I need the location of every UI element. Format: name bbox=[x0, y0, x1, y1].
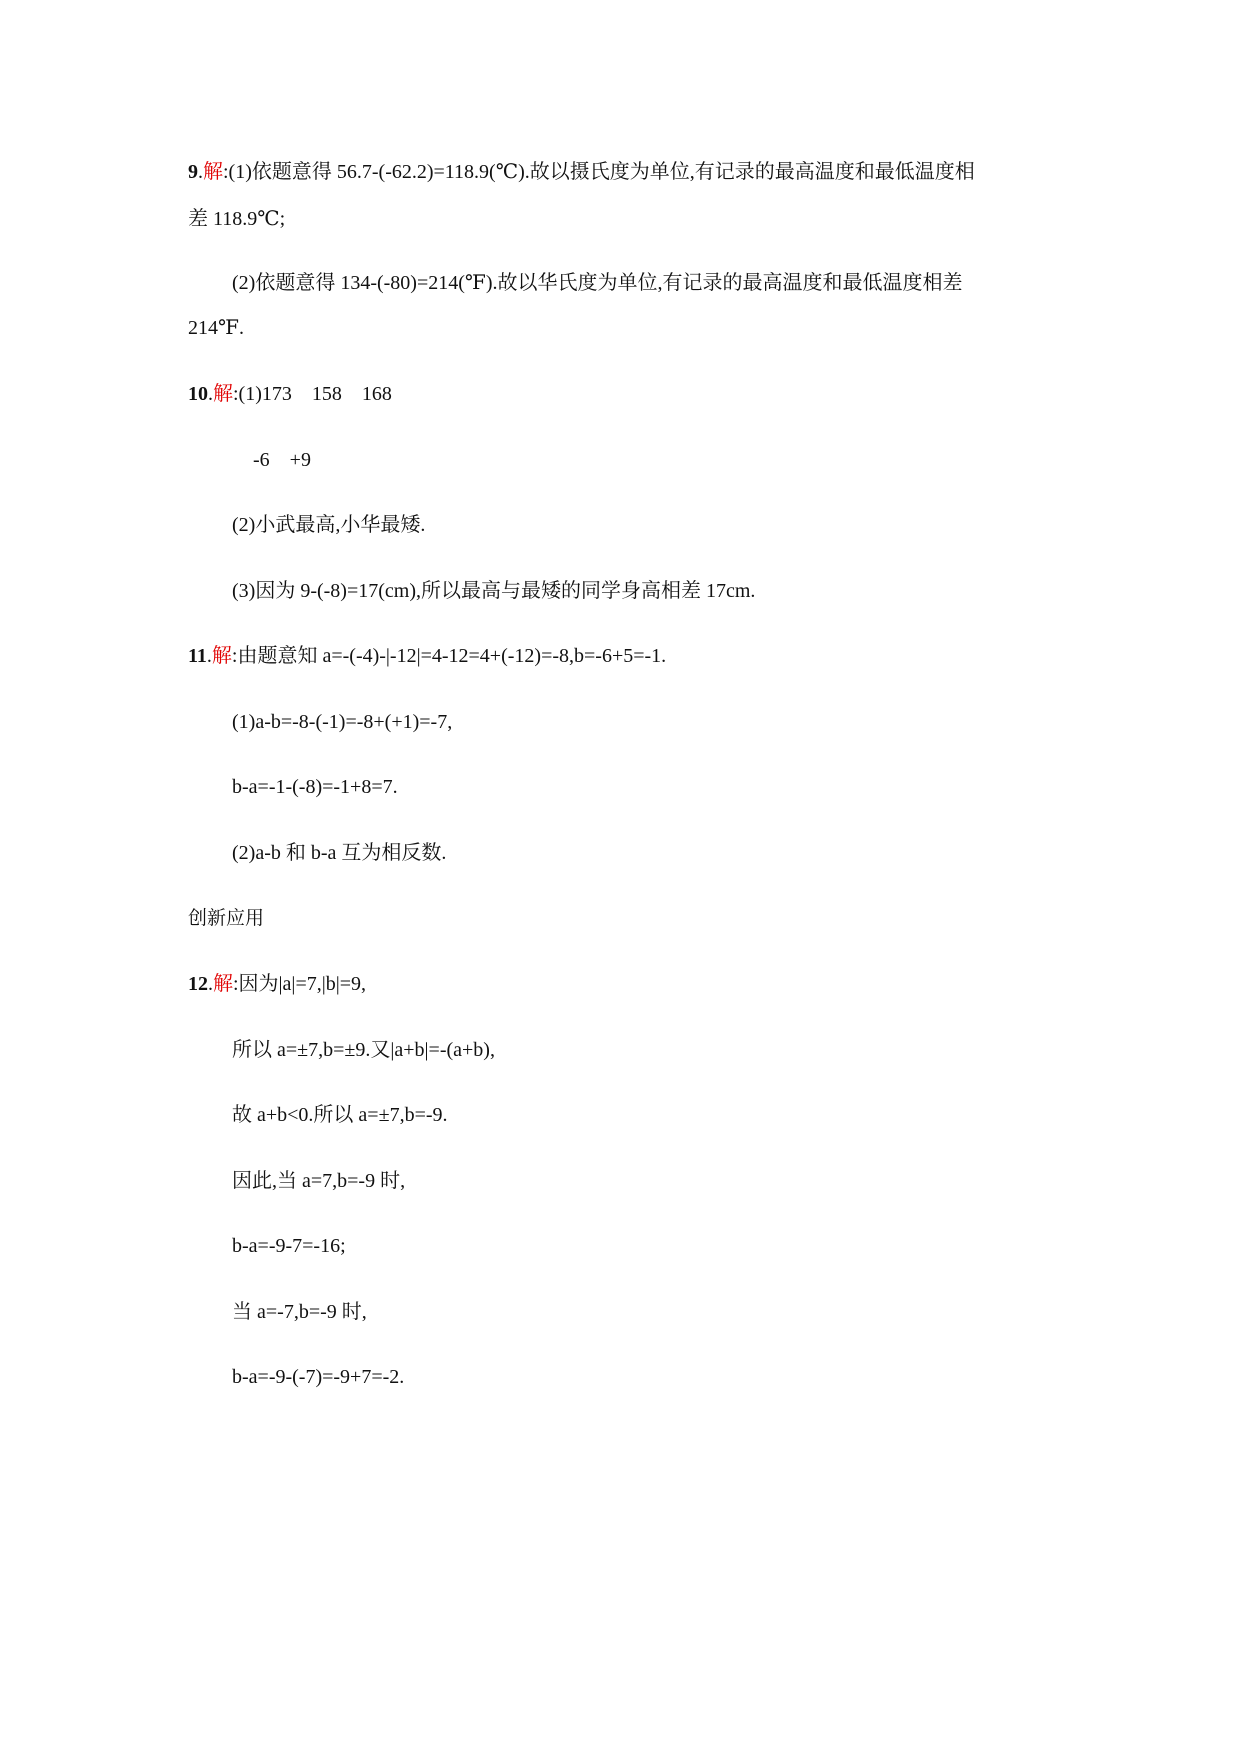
q10-dot: . bbox=[208, 383, 213, 405]
q10-text-4: (3)因为 9-(-8)=17(cm),所以最高与最矮的同学身高相差 17cm. bbox=[232, 580, 756, 602]
q12-text-7: b-a=-9-(-7)=-9+7=-2. bbox=[232, 1366, 405, 1388]
q12-line-4 bbox=[232, 1169, 405, 1193]
q12-line-2 bbox=[232, 1038, 495, 1062]
q9-line-3 bbox=[232, 271, 963, 295]
q12-text-2: 所以 a=±7,b=±9.又|a+b|=-(a+b), bbox=[232, 1039, 495, 1061]
q11-text-2: (1)a-b=-8-(-1)=-8+(+1)=-7, bbox=[232, 711, 453, 733]
q10-line-1 bbox=[188, 382, 392, 406]
q12-line-5 bbox=[232, 1234, 346, 1258]
q11-text-3: b-a=-1-(-8)=-1+8=7. bbox=[232, 776, 398, 798]
q9-number: 9 bbox=[188, 161, 198, 183]
q11-solution-label: 解 bbox=[211, 645, 232, 667]
q11-dot: . bbox=[206, 645, 212, 667]
q12-text-5: b-a=-9-7=-16; bbox=[232, 1235, 346, 1257]
q12-line-3 bbox=[232, 1103, 448, 1127]
q10-solution-label: 解 bbox=[213, 383, 233, 405]
q10-number: 10 bbox=[188, 383, 208, 405]
q9-text-2: 差 118.9℃; bbox=[188, 208, 286, 230]
q12-text-6: 当 a=-7,b=-9 时, bbox=[232, 1301, 367, 1323]
q10-text-3: (2)小武最高,小华最矮. bbox=[232, 514, 426, 536]
q12-text-4: 因此,当 a=7,b=-9 时, bbox=[232, 1170, 406, 1192]
section-heading bbox=[188, 906, 264, 930]
q12-text-3: 故 a+b<0.所以 a=±7,b=-9. bbox=[232, 1104, 448, 1126]
q12-line-1 bbox=[188, 972, 366, 996]
q12-number: 12 bbox=[188, 973, 208, 995]
q12-line-6 bbox=[232, 1300, 367, 1324]
q9-line-1 bbox=[188, 160, 975, 184]
q12-solution-label: 解 bbox=[213, 973, 233, 995]
q9-line-2 bbox=[188, 207, 285, 231]
q11-line-3 bbox=[232, 775, 398, 799]
q11-text-1: :由题意知 a=-(-4)-|-12|=4-12=4+(-12)=-8,b=-6+5=-1. bbox=[231, 645, 667, 667]
q11-line-2 bbox=[232, 710, 452, 734]
q10-line-3 bbox=[232, 513, 425, 537]
q12-line-7 bbox=[232, 1365, 404, 1389]
q11-line-4 bbox=[232, 841, 446, 865]
q10-line-4 bbox=[232, 579, 755, 603]
q9-dot: . bbox=[198, 161, 203, 183]
section-title: 创新应用 bbox=[188, 907, 265, 929]
q9-text-4: 214℉. bbox=[188, 317, 244, 339]
q10-line-2 bbox=[253, 448, 311, 472]
q10-text-1: :(1)173 158 168 bbox=[233, 383, 392, 405]
q9-line-4 bbox=[188, 316, 244, 340]
q12-dot: . bbox=[208, 973, 213, 995]
q10-text-2: -6 +9 bbox=[253, 449, 311, 471]
q11-line-1 bbox=[188, 644, 666, 668]
q9-solution-label: 解 bbox=[203, 161, 223, 183]
q9-text-1: :(1)依题意得 56.7-(-62.2)=118.9(℃).故以摄氏度为单位,有记录的最高温度和最低温度相 bbox=[223, 161, 975, 183]
q9-text-3: (2)依题意得 134-(-80)=214(℉).故以华氏度为单位,有记录的最高温度和最低温度相差 bbox=[232, 272, 963, 294]
q11-number: 11 bbox=[188, 645, 207, 667]
q12-text-1: :因为|a|=7,|b|=9, bbox=[233, 973, 367, 995]
q11-text-4: (2)a-b 和 b-a 互为相反数. bbox=[232, 842, 447, 864]
